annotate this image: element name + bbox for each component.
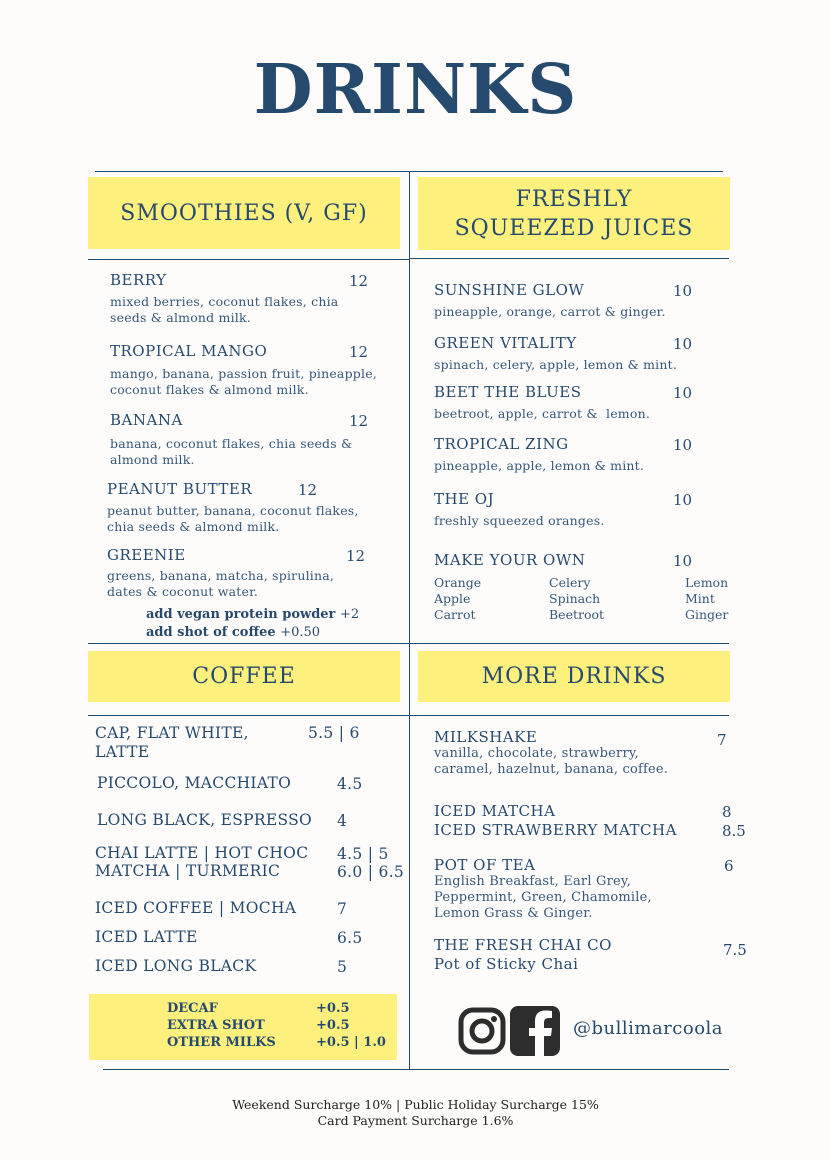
smoothie-price: 12 [346,547,366,565]
drink-name: THE FRESH CHAI CO [434,936,612,954]
coffee-price: 4.5 | 5 [337,845,389,863]
coffee-name: ICED COFFEE | MOCHA [95,899,297,917]
option-column [549,575,604,623]
option-item: Apple [434,591,471,606]
option-item: Beetroot [549,607,605,622]
center-divider [409,171,410,1069]
smoothie-addon [146,625,320,640]
option-item: Ginger [685,607,729,622]
extras-label: EXTRA SHOT [167,1018,265,1033]
smoothie-name: GREENIE [107,546,186,564]
smoothie-desc: mixed berries, coconut flakes, chia seeds & almond milk. [110,294,339,325]
option-item: Spinach [549,591,601,606]
juice-desc: pineapple, apple, lemon & mint. [434,458,645,473]
drink-desc: Pot of Sticky Chai [434,955,579,973]
addon-price: +0.50 [280,625,321,640]
extras-label: DECAF [167,1001,218,1016]
option-item: Carrot [434,607,476,622]
bottom-divider [103,1069,729,1070]
coffee-name: CHAI LATTE | HOT CHOC [95,844,309,862]
coffee-name: ICED LATTE [95,928,198,946]
option-column [685,575,728,623]
smoothie-desc: mango, banana, passion fruit, pineapple, coconut flakes & almond milk. [110,366,377,397]
option-item: Orange [434,575,482,590]
option-column [434,575,481,623]
drink-desc: vanilla, chocolate, strawberry, caramel, hazelnut, banana, coffee. [434,746,669,777]
extras-price: +0.5 [316,1018,350,1033]
juice-desc: beetroot, apple, carrot & lemon. [434,406,651,421]
drink-price: 7 [717,731,727,749]
juice-price: 10 [673,436,693,454]
drink-price: 8 [722,803,732,821]
juice-desc: pineapple, orange, carrot & ginger. [434,304,666,319]
page-title: DRINKS [253,50,578,130]
juices-heading: FRESHLY SQUEEZED JUICES [418,177,730,250]
surcharge-line-1: Weekend Surcharge 10% | Public Holiday Surcharge 15% [232,1097,599,1112]
smoothie-name: PEANUT BUTTER [107,480,253,498]
juice-price: 10 [673,491,693,509]
coffee-name: LONG BLACK, ESPRESSO [97,811,313,829]
smoothie-desc: banana, coconut flakes, chia seeds & almond milk. [110,436,353,467]
smoothie-desc: peanut butter, banana, coconut flakes, chia seeds & almond milk. [107,503,359,534]
juice-name: SUNSHINE GLOW [434,281,585,299]
addon-label: add vegan protein powder [146,607,336,622]
juice-name: THE OJ [434,490,495,508]
coffee-price: 4.5 [337,775,363,793]
coffee-name: ICED LONG BLACK [95,957,257,975]
coffee-price: 6.0 | 6.5 [337,863,405,881]
juice-price: 10 [673,384,693,402]
right-mid-divider [409,258,729,259]
addon-label: add shot of coffee [146,625,276,640]
juice-desc: spinach, celery, apple, lemon & mint. [434,357,678,372]
drink-name: ICED STRAWBERRY MATCHA [434,821,677,839]
social-handle[interactable]: @bullimarcoola [573,1018,724,1039]
smoothie-desc: greens, banana, matcha, spirulina, dates & coconut water. [107,568,335,599]
coffee-heading: COFFEE [88,651,400,702]
drink-name: MILKSHAKE [434,728,538,746]
smoothie-name: TROPICAL MANGO [110,342,268,360]
coffee-name: MATCHA | TURMERIC [95,862,281,880]
left-mid-divider [88,259,409,260]
facebook-icon[interactable] [510,1006,560,1056]
coffee-price: 5.5 | 6 [308,724,360,742]
juice-price: 10 [673,282,693,300]
juice-price: 10 [673,335,693,353]
coffee-name: CAP, FLAT WHITE, LATTE [95,724,249,761]
drink-desc: English Breakfast, Earl Grey, Peppermint, Green, Chamomile, Lemon Grass & Ginger. [434,874,652,921]
drink-price: 6 [724,857,734,875]
drink-name: POT OF TEA [434,856,536,874]
smoothies-heading: SMOOTHIES (V, GF) [88,177,400,249]
middle-divider [88,643,729,644]
smoothie-name: BERRY [110,271,167,289]
coffee-price: 7 [337,900,348,918]
smoothie-price: 12 [349,272,369,290]
juice-name: TROPICAL ZING [434,435,569,453]
drink-price: 7.5 [723,941,747,959]
smoothie-price: 12 [349,412,369,430]
coffee-price: 5 [337,958,348,976]
smoothie-price: 12 [349,343,369,361]
extras-label: OTHER MILKS [167,1035,276,1050]
smoothie-addon [146,607,359,622]
coffee-price: 4 [337,812,348,830]
make-your-own-name: MAKE YOUR OWN [434,551,586,569]
option-item: Celery [549,575,591,590]
make-your-own-price: 10 [673,552,693,570]
option-item: Lemon [685,575,729,590]
option-item: Mint [685,591,715,606]
juice-desc: freshly squeezed oranges. [434,513,605,528]
juice-name: BEET THE BLUES [434,383,582,401]
addon-price: +2 [339,607,360,622]
drink-name: ICED MATCHA [434,802,556,820]
instagram-icon[interactable] [458,1007,506,1055]
surcharge-line-2: Card Payment Surcharge 1.6% [317,1113,514,1128]
coffee-name: PICCOLO, MACCHIATO [97,774,292,792]
smoothie-price: 12 [298,481,318,499]
smoothie-name: BANANA [110,411,183,429]
extras-price: +0.5 [316,1001,350,1016]
coffee-price: 6.5 [337,929,363,947]
extras-price: +0.5 | 1.0 [316,1035,386,1050]
coffee-divider [88,715,729,716]
drink-price: 8.5 [722,822,746,840]
juice-name: GREEN VITALITY [434,334,577,352]
more-drinks-heading: MORE DRINKS [418,651,730,702]
